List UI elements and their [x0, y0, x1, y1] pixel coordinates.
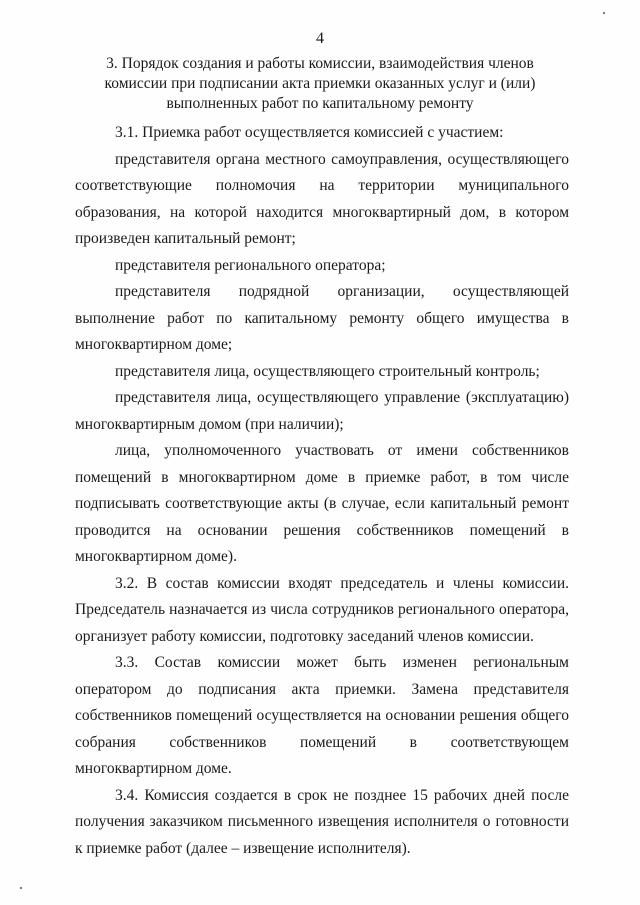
- paragraph-3-4: 3.4. Комиссия создается в срок не позднее 15 рабочих дней после получения заказчиком письменного извещения исполнителя о готовности к приемке работ (далее – извещение исполнителя).: [75, 786, 569, 857]
- paragraph-regional-operator: представителя регионального оператора;: [115, 256, 386, 274]
- paragraph-3-1: 3.1. Приемка работ осуществляется комиссией с участием:: [115, 124, 504, 141]
- heading-line: выполненных работ по капитальному ремонту: [166, 95, 474, 112]
- paragraph-3-3: 3.3. Состав комиссии может быть изменен региональным оператором до подписания акта приемки. Замена представителя собственников помещений осуществляется на основании решения общего собрания собственников помещений в соответствующем многоквартирном доме.: [75, 654, 569, 777]
- paragraph-owners-representative: лица, уполномоченного участвовать от имени собственников помещений в многоквартирном доме в приемке работ, в том числе подписывать соответствующие акты (в случае, если капитальный ремонт проводится на основании решения собственников помещений в многоквартирном доме).: [75, 442, 569, 565]
- paragraph-local-government: представителя органа местного самоуправления, осуществляющего соответствующие полномочия на территории муниципального образования, на которой находится многоквартирный дом, в котором произведен капитальный ремонт;: [75, 150, 569, 247]
- paragraph-management: представителя лица, осуществляющего управление (эксплуатацию) многоквартирным домом (при наличии);: [75, 389, 569, 433]
- scan-speck: [603, 12, 605, 14]
- heading-line: 3. Порядок создания и работы комиссии, взаимодействия членов: [106, 55, 534, 72]
- scan-speck: [20, 887, 22, 889]
- section-heading: [60, 54, 580, 114]
- document-body: [75, 120, 569, 862]
- paragraph-3-2: 3.2. В состав комиссии входят председатель и члены комиссии. Председатель назначается из числа сотрудников регионального оператора, организует работу комиссии, подготовку заседаний членов комиссии.: [75, 574, 569, 645]
- paragraph-construction-control: представителя лица, осуществляющего строительный контроль;: [115, 362, 540, 380]
- page-number: 4: [316, 30, 324, 47]
- paragraph-contractor: представителя подрядной организации, осуществляющей выполнение работ по капитальному ремонту общего имущества в многоквартирном доме;: [75, 283, 569, 353]
- heading-line: комиссии при подписании акта приемки оказанных услуг и (или): [104, 75, 536, 92]
